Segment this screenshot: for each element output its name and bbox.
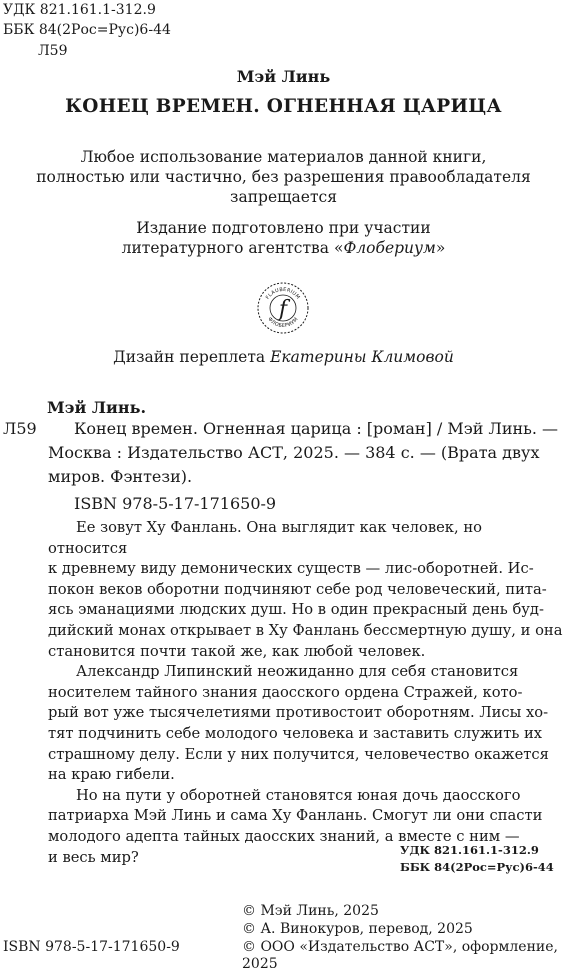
annotation-p2-line-3: рый вот уже тысячелетиями противостоит оборотням. Лисы хо-	[48, 704, 549, 722]
logo-top-text: FLAUBERIUM	[264, 286, 302, 301]
copyright-notice-line-2: полностью или частично, без разрешения правообладателя	[36, 168, 531, 186]
cover-design-credit	[0, 347, 567, 367]
udk-header: УДК 821.161.1-312.9	[3, 2, 156, 18]
annotation-p1-line-1: Ее зовут Ху Фанлань. Она выглядит как человек, но относится	[48, 519, 482, 557]
catalog-entry-line-3: миров. Фэнтези).	[48, 467, 193, 486]
udk-bottom: УДК 821.161.1-312.9	[400, 843, 539, 857]
annotation-p2-line-5: страшному делу. Если у них получится, человечество окажется	[48, 745, 549, 763]
annotation-p2-line-4: тят подчинить себе молодого человека и заставить служить их	[48, 724, 543, 742]
annotation-p2-line-6: на краю гибели.	[48, 766, 175, 784]
annotation-p1-line-3: покон веков оборотни подчиняют себе род человеческий, пита-	[48, 580, 547, 598]
annotation-p1-line-2: к древнему виду демонических существ — лис-оборотней. Ис-	[48, 560, 534, 578]
author-code-header: Л59	[38, 43, 68, 59]
annotation	[48, 518, 564, 868]
annotation-p2-line-2: носителем тайного знания даосского ордена Стражей, кото-	[48, 683, 523, 701]
annotation-p3-line-4: и весь мир?	[48, 848, 139, 866]
agency-line-2	[0, 238, 567, 258]
annotation-p2-line-1: Александр Липинский неожиданно для себя становится	[76, 663, 519, 681]
catalog-entry-line-2: Москва : Издательство АСТ, 2025. — 384 с. — (Врата двух	[48, 443, 540, 462]
agency-line-2-prefix: литературного агентства «	[121, 239, 344, 257]
logo-letter: f	[278, 297, 288, 322]
book-title: КОНЕЦ ВРЕМЕН. ОГНЕННАЯ ЦАРИЦА	[65, 96, 502, 117]
copyright-notice-line-3: запрещается	[230, 188, 337, 206]
catalog-author: Мэй Линь.	[47, 398, 147, 417]
copyright-author: © Мэй Линь, 2025	[242, 903, 379, 919]
flauberium-logo	[256, 281, 310, 335]
annotation-paragraph-1	[48, 518, 564, 662]
author-name: Мэй Линь	[236, 67, 331, 86]
catalog-isbn: ISBN 978-5-17-171650-9	[74, 494, 277, 513]
footer-isbn: ISBN 978-5-17-171650-9	[3, 939, 180, 955]
catalog-entry-line-1: Конец времен. Огненная царица : [роман] / Мэй Линь. —	[74, 419, 559, 438]
annotation-p1-line-5: дийский монах открывает в Ху Фанлань бессмертную душу, и она	[48, 621, 563, 639]
copyright-publisher: © ООО «Издательство АСТ», оформление, 2025	[242, 939, 558, 972]
copyright-notice-line-1: Любое использование материалов данной книги,	[80, 148, 487, 166]
annotation-p3-line-2: патриарха Мэй Линь и сама Ху Фанлань. Смогут ли они спасти	[48, 807, 543, 825]
design-prefix: Дизайн переплета	[113, 348, 271, 366]
agency-line-2-suffix: »	[435, 239, 446, 257]
agency-line-1: Издание подготовлено при участии	[136, 219, 431, 237]
copyright-translation: © А. Винокуров, перевод, 2025	[242, 921, 473, 937]
annotation-p1-line-4: ясь эманациями людских душ. Но в один прекрасный день буд-	[48, 601, 544, 619]
agency-name: Флобериум	[343, 239, 436, 257]
design-name: Екатерины Климовой	[270, 348, 454, 366]
bbk-bottom: ББК 84(2Рос=Рус)6-44	[400, 860, 554, 874]
annotation-p3-line-1: Но на пути у оборотней становятся юная дочь даосского	[76, 786, 521, 804]
annotation-p3-line-3: молодого адепта тайных даосских знаний, а вместе с ним —	[48, 827, 520, 845]
annotation-paragraph-2	[48, 662, 564, 786]
logo-bottom-text: ФЛОБЕРИУМ	[266, 316, 300, 330]
bbk-header: ББК 84(2Рос=Рус)6-44	[3, 22, 171, 38]
annotation-p1-line-6: становится почти такой же, как любой человек.	[48, 642, 426, 660]
catalog-code: Л59	[3, 419, 37, 438]
